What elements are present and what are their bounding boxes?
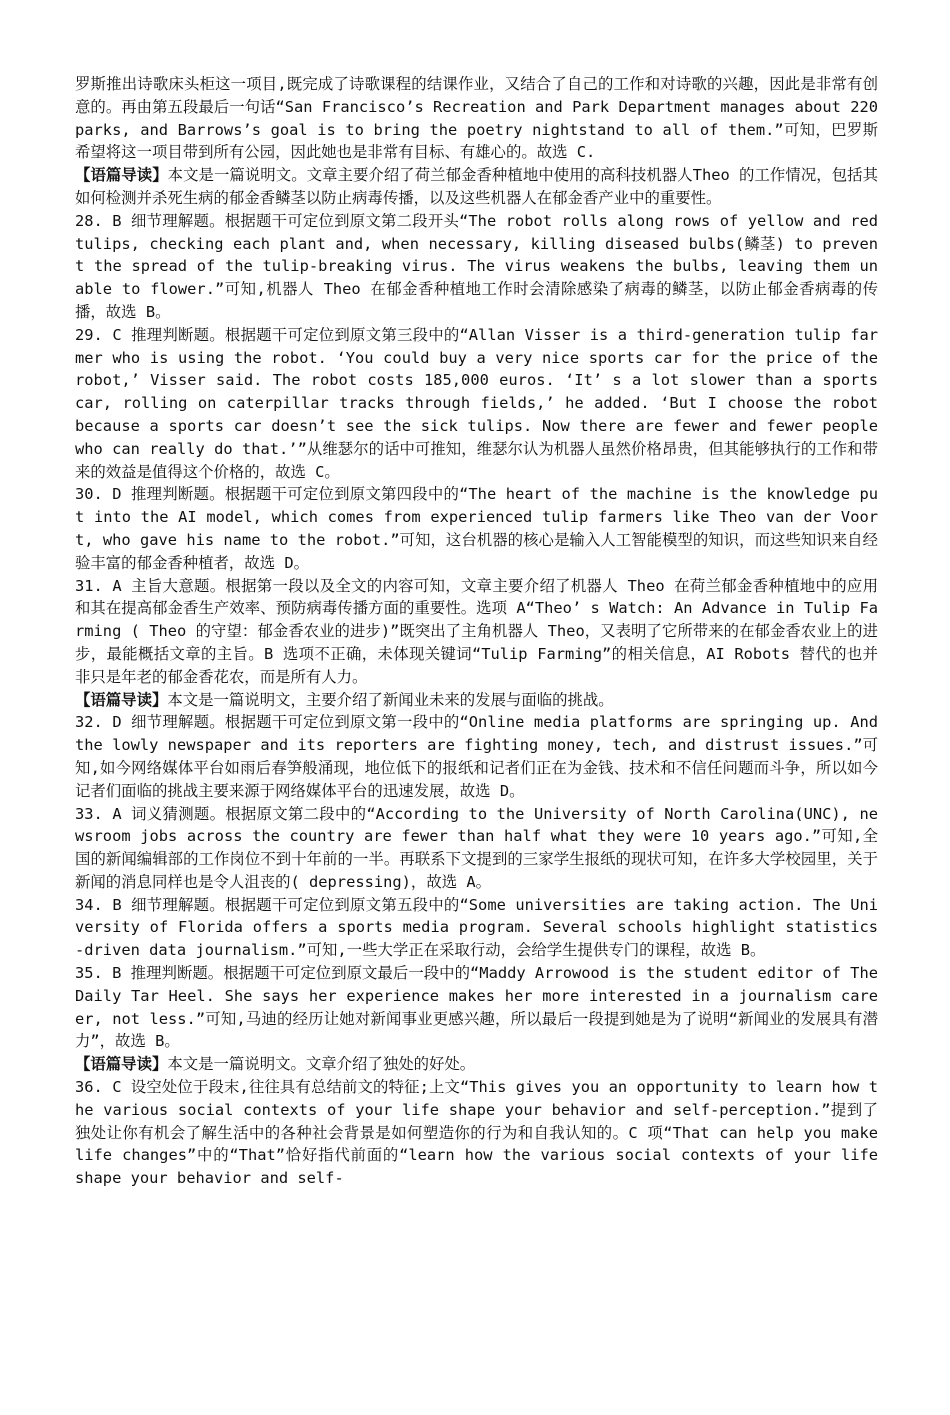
- paragraph-continuation: 罗斯推出诗歌床头柜这一项目,既完成了诗歌课程的结课作业，又结合了自己的工作和对诗歌的兴趣，因此是非常有创意的。再由第五段最后一句话“San Francisco’s Recreation and Park Department manages about 220 parks, and Barrows’s goal is to bring the poetry nightstand to all of them.”可知，巴罗斯希望将这一项目带到所有公园，因此她也是非常有目标、有雄心的。故选 C.: [75, 75, 878, 162]
- passage-guide-paragraph: [75, 689, 878, 712]
- guide-tag: 【语篇导读】: [75, 690, 168, 709]
- guide-tag: 【语篇导读】: [75, 166, 168, 185]
- answer-36: 36. C 设空处位于段末,往往具有总结前文的特征;上文“This gives you an opportunity to learn how the various social contexts of your life shape your behavior and self-perception.”提到了独处让你有机会了解生活中的各种社会背景是如何塑造你的行为和自我认知的。C 项“That can help you make life changes”中的“That”恰好指代前面的“learn how the various social contexts of your life shape your behavior and self-: [75, 1078, 878, 1188]
- answer-33: 33. A 词义猜测题。根据原文第二段中的“According to the University of North Carolina(UNC), newsroom jobs across the country are fewer than half what they were 10 years ago.”可知,全国的新闻编辑部的工作岗位不到十年前的一半。再联系下文提到的三家学生报纸的现状可知，在许多大学校园里，关于新闻的消息同样也是令人沮丧的( depressing)，故选 A。: [75, 804, 878, 891]
- answer-32: 32. D 细节理解题。根据题干可定位到原文第一段中的“Online media platforms are springing up. And the lowly newspaper and its reporters are fighting money, tech, and distrust issues.”可知,如今网络媒体平台如雨后春笋般涌现，地位低下的报纸和记者们正在为金钱、技术和不信任问题而斗争，所以如今记者们面临的挑战主要来源于网络媒体平台的迅速发展，故选 D。: [75, 713, 878, 800]
- guide-text: 本文是一篇说明文。文章介绍了独处的好处。: [167, 1055, 476, 1074]
- answer-28: 28. B 细节理解题。根据题干可定位到原文第二段开头“The robot rolls along rows of yellow and red tulips, checking each plant and, when necessary, killing diseased bulbs(鳞茎) to prevent the spread of the tulip-breaking virus. The virus weakens the bulbs, leaving them unable to flower.”可知,机器人 Theo 在郁金香种植地工作时会清除感染了病毒的鳞茎，以防止郁金香病毒的传播，故选 B。: [75, 211, 878, 321]
- answer-30: 30. D 推理判断题。根据题干可定位到原文第四段中的“The heart of the machine is the knowledge put into the AI model, which comes from experienced tulip farmers like Theo van der Voort, who gave his name to the robot.”可知，这台机器的核心是输入人工智能模型的知识，而这些知识来自经验丰富的郁金香种植者，故选 D。: [75, 485, 878, 572]
- guide-text: 本文是一篇说明文。文章主要介绍了荷兰郁金香种植地中使用的高科技机器人Theo 的工作情况，包括其如何检测并杀死生病的郁金香鳞茎以防止病毒传播，以及这些机器人在郁金香产业中的重要性。: [75, 166, 878, 207]
- guide-tag: 【语篇导读】: [75, 1055, 168, 1074]
- answer-34: 34. B 细节理解题。根据题干可定位到原文第五段中的“Some universities are taking action. The University of Florida offers a sports media program. Several schools highlight statistics-driven data journalism.”可知,一些大学正在采取行动，会给学生提供专门的课程，故选 B。: [75, 895, 878, 960]
- guide-text: 本文是一篇说明文，主要介绍了新闻业未来的发展与面临的挑战。: [167, 690, 614, 709]
- passage-guide-paragraph: [75, 1053, 878, 1076]
- answer-29: 29. C 推理判断题。根据题干可定位到原文第三段中的“Allan Visser is a third-generation tulip farmer who is using the robot. ‘You could buy a very nice sports car for the price of the robot,’ Visser said. The robot costs 185,000 euros. ‘It’ s a lot slower than a sports car, rolling on caterpillar tracks through fields,’ he added. ‘But I choose the robot because a sports car doesn’t see the sick tulips. Now there are fewer and fewer people who can really do that.’”从维瑟尔的话中可推知，维瑟尔认为机器人虽然价格昂贵，但其能够执行的工作和带来的效益是值得这个价格的，故选 C。: [75, 325, 878, 481]
- passage-guide-paragraph: [75, 164, 878, 210]
- answer-31: 31. A 主旨大意题。根据第一段以及全文的内容可知，文章主要介绍了机器人 Theo 在荷兰郁金香种植地中的应用和其在提高郁金香生产效率、预防病毒传播方面的重要性。选项 A“Theo’ s Watch: An Advance in Tulip Farming ( Theo 的守望：郁金香农业的进步)”既突出了主角机器人 Theo，又表明了它所带来的在郁金香农业上的进步，最能概括文章的主旨。B 选项不正确，未体现关键词“Tulip Farming”的相关信息，AI Robots 替代的也并非只是年老的郁金香花农，而是所有人力。: [75, 576, 878, 686]
- answer-35: 35. B 推理判断题。根据题干可定位到原文最后一段中的“Maddy Arrowood is the student editor of The Daily Tar Heel. She says her experience makes her more interested in a journalism career, not less.”可知,马迪的经历让她对新闻事业更感兴趣，所以最后一段提到她是为了说明“新闻业的发展具有潜力”，故选 B。: [75, 964, 878, 1051]
